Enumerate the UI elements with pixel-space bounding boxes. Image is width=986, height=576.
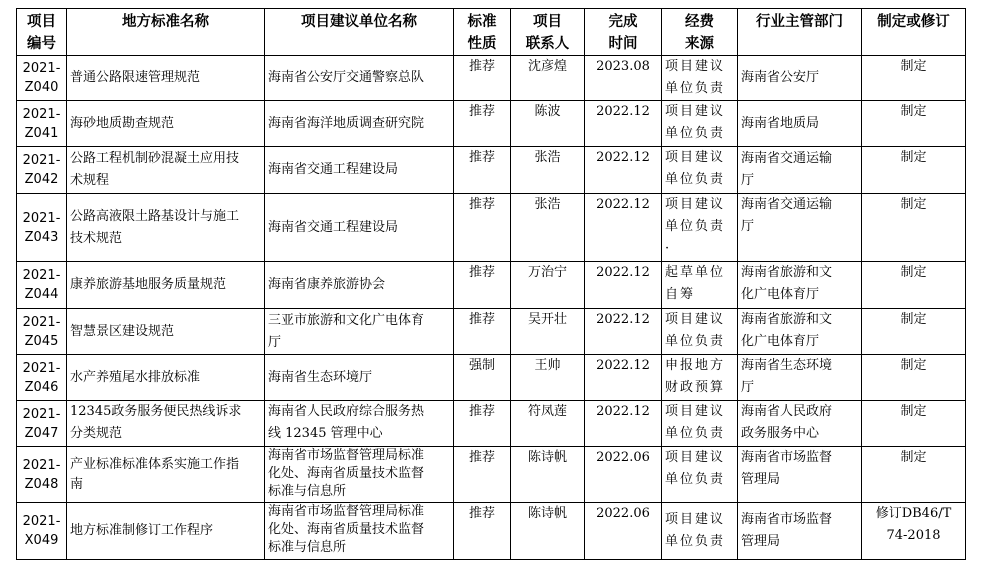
cell-nature: 推荐 — [454, 262, 511, 309]
cell-contact: 陈诗帆 — [511, 447, 585, 503]
cell-nature: 推荐 — [454, 56, 511, 101]
header-dept: 行业主管部门 — [738, 9, 862, 56]
cell-unit: 海南省康养旅游协会 — [265, 262, 454, 309]
table-row — [17, 355, 966, 401]
cell-nature: 推荐 — [454, 194, 511, 262]
cell-name: 海砂地质勘查规范 — [67, 101, 265, 147]
cell-unit: 海南省交通工程建设局 — [265, 147, 454, 194]
cell-nature: 推荐 — [454, 101, 511, 147]
cell-fund: 项目建议 单位负责 — [662, 56, 738, 101]
cell-code: 2021- Z041 — [17, 101, 67, 147]
cell-contact: 符凤莲 — [511, 401, 585, 447]
cell-unit: 海南省公安厅交通警察总队 — [265, 56, 454, 101]
cell-nature: 推荐 — [454, 309, 511, 355]
cell-type: 制定 — [862, 56, 966, 101]
cell-time: 2022.12 — [585, 401, 662, 447]
cell-dept: 海南省公安厅 — [738, 56, 862, 101]
table-body — [17, 56, 966, 560]
cell-dept: 海南省交通运输 厅 — [738, 194, 862, 262]
cell-dept: 海南省生态环境 厅 — [738, 355, 862, 401]
cell-code: 2021- X049 — [17, 503, 67, 560]
cell-name: 产业标准标准体系实施工作指 南 — [67, 447, 265, 503]
cell-time: 2022.06 — [585, 503, 662, 560]
cell-dept: 海南省旅游和文 化广电体育厅 — [738, 309, 862, 355]
cell-code: 2021- Z048 — [17, 447, 67, 503]
cell-name: 水产养殖尾水排放标准 — [67, 355, 265, 401]
cell-nature: 强制 — [454, 355, 511, 401]
cell-code: 2021- Z046 — [17, 355, 67, 401]
header-time: 完成 时间 — [585, 9, 662, 56]
header-unit: 项目建议单位名称 — [265, 9, 454, 56]
cell-name: 普通公路限速管理规范 — [67, 56, 265, 101]
cell-dept: 海南省市场监督 管理局 — [738, 503, 862, 560]
cell-fund: 项目建议 单位负责 — [662, 147, 738, 194]
header-name: 地方标准名称 — [67, 9, 265, 56]
cell-time: 2022.12 — [585, 262, 662, 309]
header-row — [17, 9, 966, 56]
table-row — [17, 309, 966, 355]
header-code: 项目 编号 — [17, 9, 67, 56]
cell-contact: 万治宁 — [511, 262, 585, 309]
cell-name: 12345政务服务便民热线诉求 分类规范 — [67, 401, 265, 447]
cell-fund: 项目建议 单位负责 — [662, 503, 738, 560]
cell-type: 制定 — [862, 355, 966, 401]
cell-nature: 推荐 — [454, 147, 511, 194]
table-row — [17, 262, 966, 309]
cell-dept: 海南省市场监督 管理局 — [738, 447, 862, 503]
table-row — [17, 447, 966, 503]
cell-contact: 张浩 — [511, 194, 585, 262]
table-row — [17, 401, 966, 447]
cell-dept: 海南省旅游和文 化广电体育厅 — [738, 262, 862, 309]
cell-time: 2022.12 — [585, 194, 662, 262]
cell-type: 制定 — [862, 309, 966, 355]
header-fund: 经费 来源 — [662, 9, 738, 56]
cell-dept: 海南省交通运输 厅 — [738, 147, 862, 194]
standards-table — [16, 8, 966, 560]
cell-type: 制定 — [862, 447, 966, 503]
cell-name: 康养旅游基地服务质量规范 — [67, 262, 265, 309]
cell-type: 制定 — [862, 147, 966, 194]
table-row — [17, 503, 966, 560]
cell-fund: 项目建议 单位负责 — [662, 101, 738, 147]
table-row — [17, 101, 966, 147]
cell-code: 2021- Z040 — [17, 56, 67, 101]
cell-name: 公路高液限土路基设计与施工 技术规范 — [67, 194, 265, 262]
cell-type: 制定 — [862, 401, 966, 447]
cell-type: 制定 — [862, 194, 966, 262]
cell-fund: 申报地方 财政预算 — [662, 355, 738, 401]
cell-name: 公路工程机制砂混凝土应用技 术规程 — [67, 147, 265, 194]
cell-unit: 海南省市场监督管理局标准 化处、海南省质量技术监督 标准与信息所 — [265, 447, 454, 503]
cell-nature: 推荐 — [454, 401, 511, 447]
cell-contact: 王帅 — [511, 355, 585, 401]
cell-unit: 海南省人民政府综合服务热 线 12345 管理中心 — [265, 401, 454, 447]
cell-time: 2022.12 — [585, 309, 662, 355]
cell-nature: 推荐 — [454, 447, 511, 503]
cell-code: 2021- Z047 — [17, 401, 67, 447]
standards-table-wrapper — [16, 8, 966, 560]
cell-unit: 海南省生态环境厅 — [265, 355, 454, 401]
cell-time: 2022.12 — [585, 101, 662, 147]
table-row — [17, 147, 966, 194]
cell-contact: 陈波 — [511, 101, 585, 147]
cell-unit: 海南省市场监督管理局标准 化处、海南省质量技术监督 标准与信息所 — [265, 503, 454, 560]
header-contact: 项目 联系人 — [511, 9, 585, 56]
table-row — [17, 56, 966, 101]
cell-time: 2023.08 — [585, 56, 662, 101]
cell-type: 制定 — [862, 101, 966, 147]
cell-type: 制定 — [862, 262, 966, 309]
table-row — [17, 194, 966, 262]
cell-code: 2021- Z043 — [17, 194, 67, 262]
cell-time: 2022.06 — [585, 447, 662, 503]
cell-dept: 海南省地质局 — [738, 101, 862, 147]
cell-contact: 吴开壮 — [511, 309, 585, 355]
cell-contact: 张浩 — [511, 147, 585, 194]
cell-dept: 海南省人民政府 政务服务中心 — [738, 401, 862, 447]
cell-fund: 项目建议 单位负责 — [662, 447, 738, 503]
cell-time: 2022.12 — [585, 147, 662, 194]
cell-fund: 项目建议 单位负责 — [662, 309, 738, 355]
cell-name: 智慧景区建设规范 — [67, 309, 265, 355]
cell-code: 2021- Z042 — [17, 147, 67, 194]
cell-unit: 海南省海洋地质调查研究院 — [265, 101, 454, 147]
cell-name: 地方标准制修订工作程序 — [67, 503, 265, 560]
header-nature: 标准 性质 — [454, 9, 511, 56]
header-type: 制定或修订 — [862, 9, 966, 56]
cell-fund: 起草单位 自筹 — [662, 262, 738, 309]
cell-fund: 项目建议 单位负责 · — [662, 194, 738, 262]
cell-unit: 海南省交通工程建设局 — [265, 194, 454, 262]
cell-contact: 陈诗帆 — [511, 503, 585, 560]
cell-contact: 沈彦煌 — [511, 56, 585, 101]
cell-fund: 项目建议 单位负责 — [662, 401, 738, 447]
cell-type: 修订DB46/T 74-2018 — [862, 503, 966, 560]
cell-time: 2022.12 — [585, 355, 662, 401]
cell-nature: 推荐 — [454, 503, 511, 560]
cell-unit: 三亚市旅游和文化广电体育 厅 — [265, 309, 454, 355]
cell-code: 2021- Z045 — [17, 309, 67, 355]
cell-code: 2021- Z044 — [17, 262, 67, 309]
